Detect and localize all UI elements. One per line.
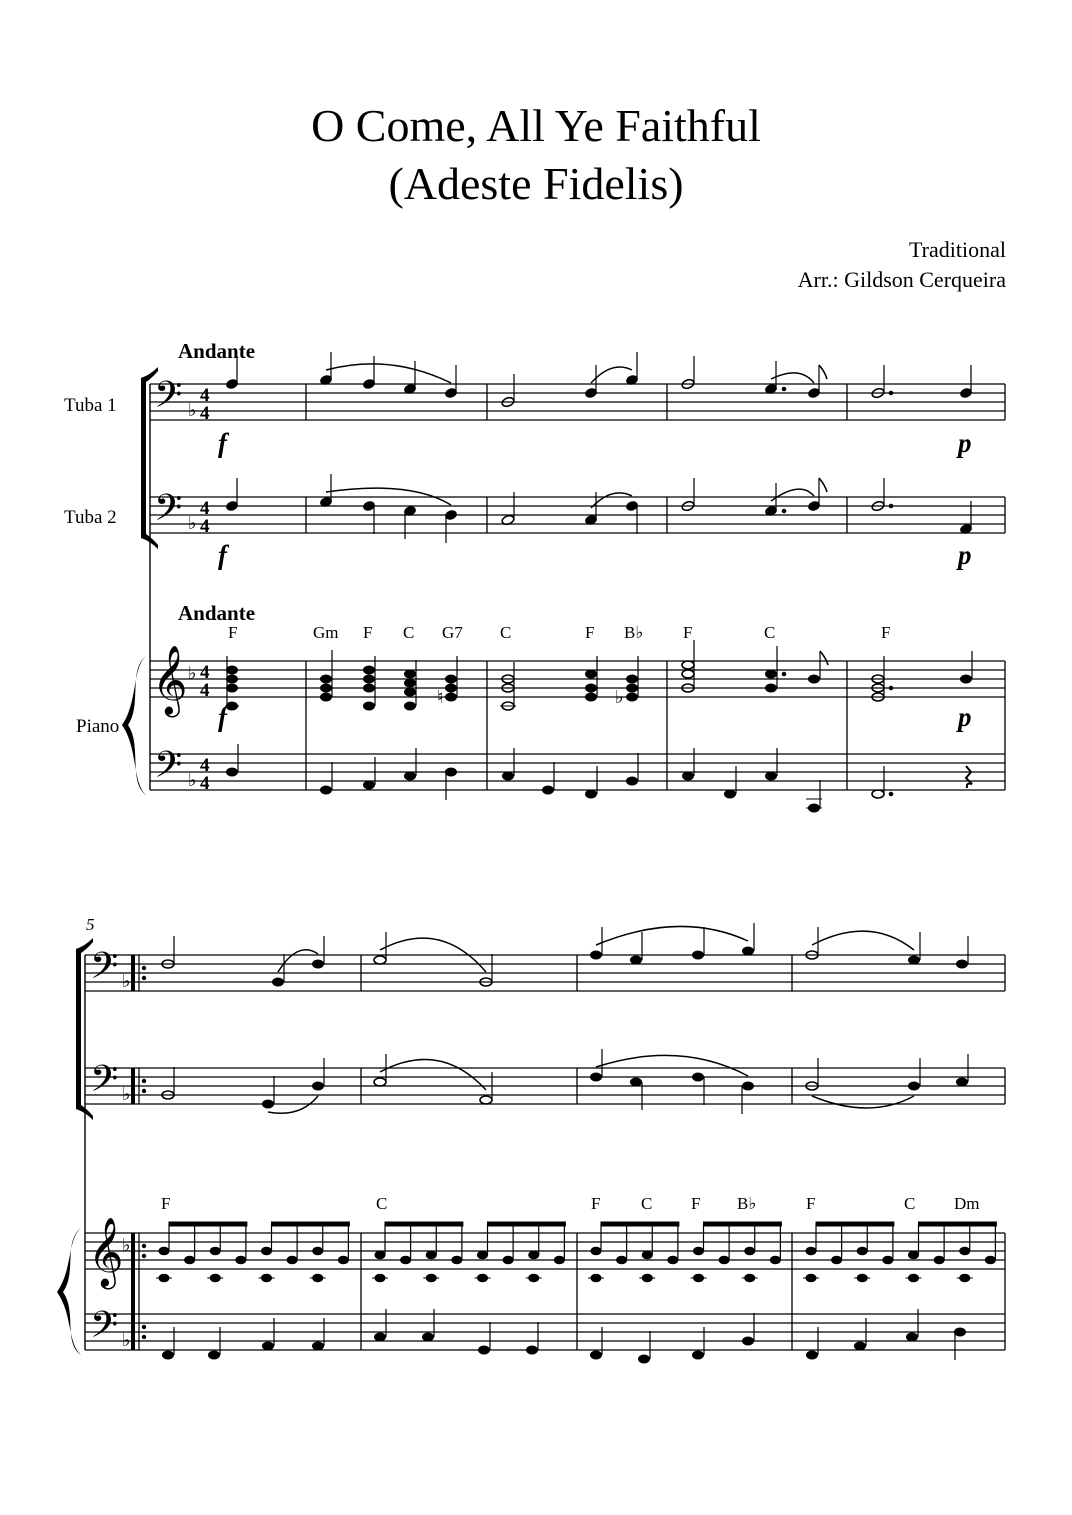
eighth-note <box>287 1256 297 1264</box>
notes-piano-bass-system2 <box>163 1309 966 1363</box>
svg-text:♭: ♭ <box>122 1235 131 1256</box>
svg-text:𝄢: 𝄢 <box>90 1058 119 1109</box>
chord-symbol: F <box>161 1194 171 1213</box>
eighth-note <box>338 1256 348 1264</box>
svg-text:♭: ♭ <box>122 1084 131 1105</box>
svg-text:♭: ♭ <box>122 971 131 992</box>
svg-text:♭: ♭ <box>615 687 624 708</box>
chord-symbol: G7 <box>442 623 463 642</box>
eighth-note <box>617 1256 627 1264</box>
chord-symbol: F <box>228 623 238 642</box>
composer: Traditional <box>909 237 1006 262</box>
staff-tuba1-system2 <box>85 955 1005 991</box>
svg-text:𝄢: 𝄢 <box>90 945 119 996</box>
eighth-note <box>909 1251 919 1259</box>
svg-text:4: 4 <box>200 680 210 701</box>
chord-symbols-system1 <box>228 623 890 642</box>
svg-text:♭: ♭ <box>188 400 197 421</box>
eighth-note <box>960 1247 970 1255</box>
brace-piano-system1 <box>122 656 146 795</box>
eighth-note <box>375 1251 385 1259</box>
chord-symbol: C <box>500 623 512 642</box>
bass-clef-icon <box>90 945 118 1355</box>
svg-text:𝄢: 𝄢 <box>154 487 183 538</box>
chord-symbol: B♭ <box>737 1194 757 1213</box>
tempo-marking-piano: Andante <box>178 601 256 625</box>
beam <box>704 1222 782 1226</box>
chord-symbol: F <box>683 623 693 642</box>
eighth-note <box>159 1247 169 1255</box>
eighth-note <box>452 1256 462 1264</box>
repeat-start-barline <box>131 955 146 1350</box>
chord-symbol: F <box>363 623 373 642</box>
eighth-note <box>745 1247 755 1255</box>
svg-text:p: p <box>958 702 972 732</box>
svg-text:♭: ♭ <box>188 513 197 534</box>
staff-tuba2-system2 <box>85 1068 1005 1104</box>
tempo-marking-tubas: Andante <box>178 339 256 363</box>
barlines-system1 <box>306 384 1005 790</box>
svg-text:𝄢: 𝄢 <box>90 1304 119 1355</box>
eighth-note <box>642 1251 652 1259</box>
beam <box>816 1222 894 1226</box>
eighth-note <box>210 1247 220 1255</box>
eighth-note <box>529 1251 539 1259</box>
key-signature-flat-icon <box>188 400 197 791</box>
svg-text:4: 4 <box>200 755 210 776</box>
staff-piano-bass-system2 <box>85 1314 1005 1350</box>
svg-text:4: 4 <box>200 662 210 683</box>
eighth-note <box>313 1247 323 1255</box>
eighth-note <box>503 1256 513 1264</box>
eighth-note <box>236 1256 246 1264</box>
beam <box>385 1222 463 1226</box>
eighth-note <box>857 1247 867 1255</box>
beam <box>601 1222 679 1226</box>
title-line-1: O Come, All Ye Faithful <box>311 100 761 151</box>
notes-piano-treble-system1 <box>225 640 972 710</box>
svg-text:♮: ♮ <box>437 687 444 708</box>
chord-symbol: B♭ <box>624 623 644 642</box>
notes-tuba1-system1 <box>225 352 972 408</box>
beam <box>488 1222 566 1226</box>
chord-symbol: F <box>806 1194 816 1213</box>
time-signature <box>200 385 210 794</box>
eighth-note <box>719 1256 729 1264</box>
chord-symbols-system2 <box>161 1194 980 1213</box>
eighth-note <box>591 1247 601 1255</box>
bass-clef-icon <box>154 374 182 795</box>
eighth-note <box>770 1256 780 1264</box>
eighth-note <box>883 1256 893 1264</box>
instrument-label-piano: Piano <box>76 716 120 737</box>
svg-text:𝄢: 𝄢 <box>154 744 183 795</box>
eighth-note <box>985 1256 995 1264</box>
svg-text:4: 4 <box>200 516 210 537</box>
chord-symbol: C <box>904 1194 916 1213</box>
svg-text:f: f <box>218 702 227 732</box>
eighth-note <box>934 1256 944 1264</box>
svg-text:4: 4 <box>200 403 210 424</box>
arranger: Arr.: Gildson Cerqueira <box>797 267 1006 292</box>
chord-symbol: F <box>691 1194 701 1213</box>
chord-symbol: Dm <box>954 1194 980 1213</box>
instrument-label-tuba1: Tuba 1 <box>64 395 117 416</box>
chord-symbol: C <box>764 623 776 642</box>
eighth-note <box>668 1256 678 1264</box>
svg-text:p: p <box>958 540 972 570</box>
svg-text:𝄢: 𝄢 <box>154 374 183 425</box>
svg-text:4: 4 <box>200 385 210 406</box>
barlines-system2 <box>361 955 1005 1350</box>
treble-clef-icon: 𝄞 <box>88 1217 124 1287</box>
key-signature-flat-icon <box>122 971 131 1351</box>
svg-text:♭: ♭ <box>188 770 197 791</box>
instrument-label-tuba2: Tuba 2 <box>64 507 117 528</box>
svg-text:f: f <box>218 428 227 458</box>
eighth-note <box>262 1247 272 1255</box>
eighth-note <box>554 1256 564 1264</box>
measure-number: 5 <box>86 915 95 934</box>
eighth-note <box>185 1256 195 1264</box>
beam <box>919 1222 997 1226</box>
eighth-note <box>426 1251 436 1259</box>
beam <box>169 1222 247 1226</box>
chord-symbol: Gm <box>313 623 339 642</box>
beam <box>272 1222 350 1226</box>
svg-text:4: 4 <box>200 773 210 794</box>
notes-piano-treble-system2 <box>156 1222 996 1282</box>
svg-text:f: f <box>218 540 227 570</box>
svg-text:4: 4 <box>200 498 210 519</box>
eighth-note <box>832 1256 842 1264</box>
eighth-note <box>806 1247 816 1255</box>
chord-symbol: F <box>591 1194 601 1213</box>
eighth-note <box>478 1251 488 1259</box>
chord-symbol: C <box>641 1194 653 1213</box>
svg-text:♭: ♭ <box>122 1330 131 1351</box>
staff-piano-bass-system1 <box>150 754 1005 790</box>
chord-symbol: C <box>376 1194 388 1213</box>
chord-symbol: C <box>403 623 415 642</box>
svg-text:p: p <box>958 428 972 458</box>
treble-clef-icon: 𝄞 <box>152 645 188 715</box>
chord-symbol: F <box>585 623 595 642</box>
eighth-note <box>694 1247 704 1255</box>
eighth-note <box>401 1256 411 1264</box>
chord-symbol: F <box>881 623 891 642</box>
title-line-2: (Adeste Fidelis) <box>388 158 684 209</box>
brace-piano-system2 <box>57 1228 81 1355</box>
svg-text:♭: ♭ <box>188 663 197 684</box>
